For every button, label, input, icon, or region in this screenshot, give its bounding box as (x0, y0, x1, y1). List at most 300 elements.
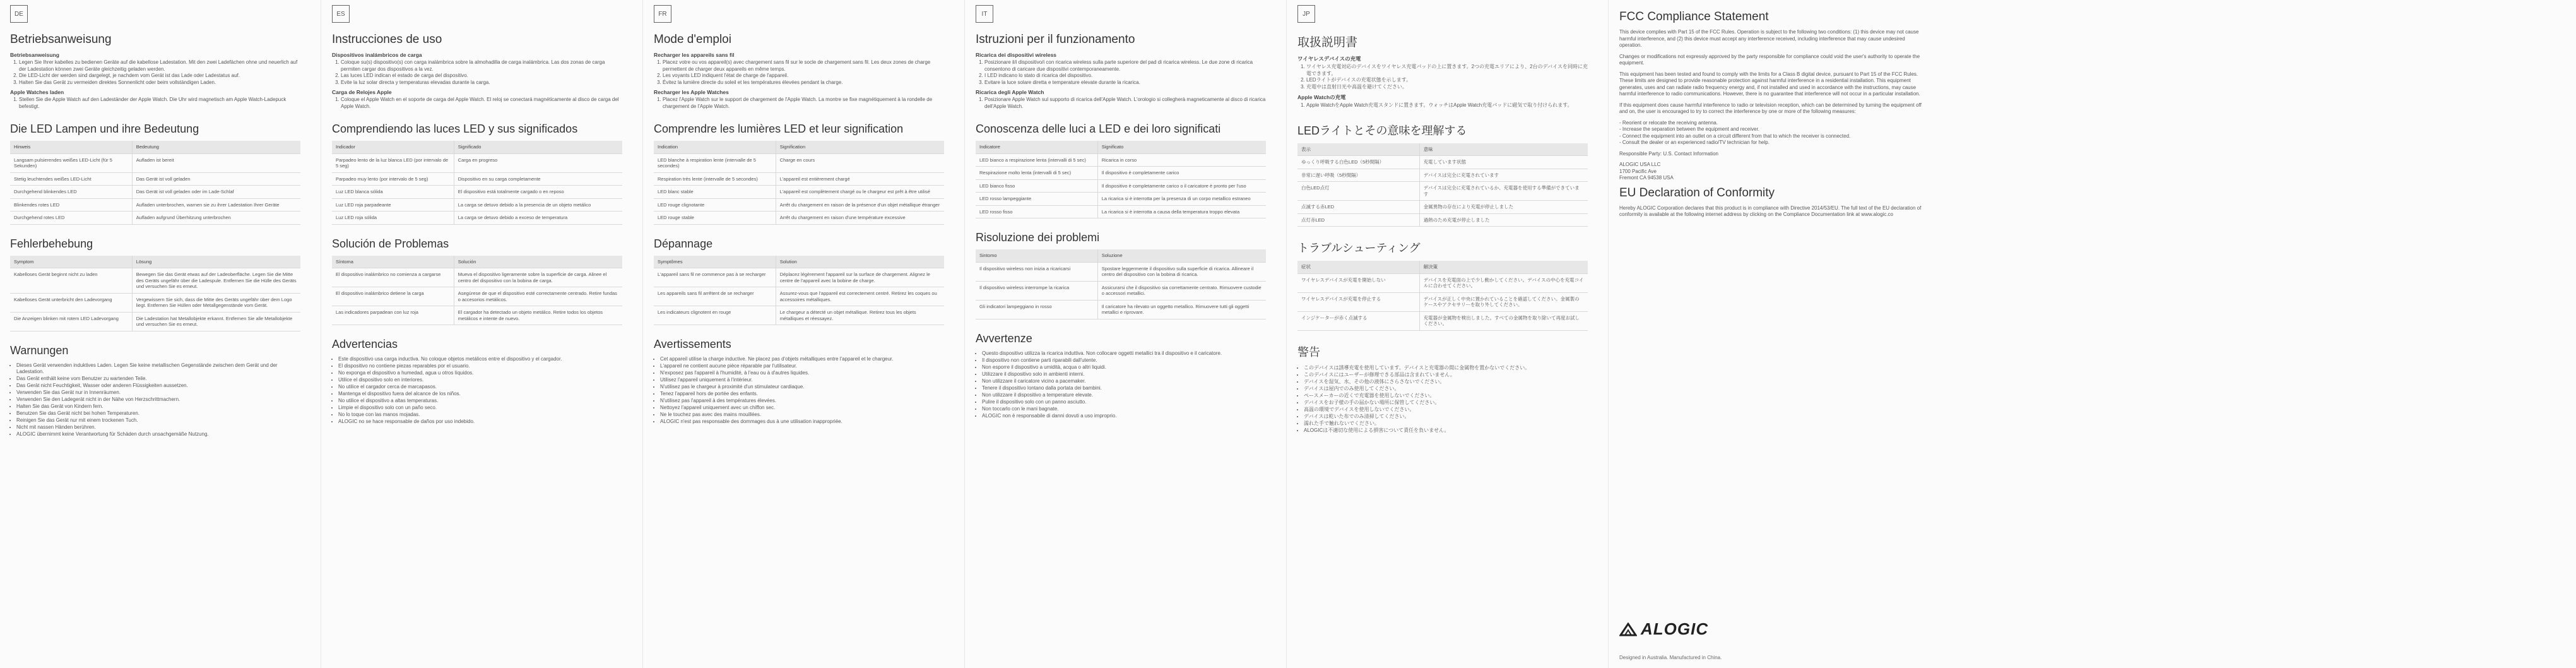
warnings-list (10, 362, 300, 438)
fcc-paragraph: ALOGIC USA LLC 1700 Pacific Ave Fremont CA 94538 USA (1619, 162, 1674, 181)
table-cell: ワイヤレスデバイスが充電を停止する (1297, 292, 1419, 311)
warning-item: • No exponga el dispositivo a humedad, agua u otros líquidos. (338, 370, 622, 377)
column-content (1297, 29, 1588, 436)
table-row (10, 186, 300, 199)
warnings-list (1297, 365, 1588, 434)
warning-item: • ALOGIC n'est pas responsable des dommages dus à une utilisation inappropriée. (660, 419, 944, 426)
column-divider (642, 0, 643, 668)
table-header-cell: Significado (454, 141, 622, 153)
table-cell: 非常に遅い呼吸（5秒間隔） (1297, 169, 1419, 182)
led-section-title: Conoscenza delle luci a LED e dei loro significati (976, 122, 1221, 135)
table-row (1297, 169, 1588, 182)
section-title: Instrucciones de uso (332, 33, 442, 46)
warning-item: • Mantenga el dispositivo fuera del alcance de los niños. (338, 391, 622, 398)
instruction-list (976, 59, 1266, 86)
table-header-cell: Signification (776, 141, 944, 153)
table-cell: 点滅する赤LED (1297, 201, 1419, 214)
subheading: Dispositivos inalámbricos de carga (332, 52, 422, 58)
warning-item: • 濡れた手で触れないでください。 (1304, 420, 1588, 427)
table-cell: El dispositivo está totalmente cargado o en reposo (454, 186, 622, 199)
warning-item: • N'utilisez pas l'appareil à des températures élevées. (660, 398, 944, 405)
table-header-cell: 意味 (1419, 143, 1588, 156)
fcc-paragraph: Responsible Party: U.S. Contact Information (1619, 150, 1718, 157)
table-cell: Ricarica in corso (1097, 153, 1266, 167)
table-cell: Les indicateurs clignotent en rouge (654, 306, 776, 325)
eu-paragraph: Hereby ALOGIC Corporation declares that this product is in compliance with Directive 2014/53/EU. The full text of the EU declaration of conformity is available at the following internet address by clicking on the Compliance Documentation link at www.alogic.co (1619, 205, 1922, 217)
table-cell: 過熱のため充電が停止しました (1419, 213, 1588, 227)
table-row (1297, 213, 1588, 227)
warning-item: • No lo toque con las manos mojadas. (338, 412, 622, 419)
table-row (332, 306, 622, 325)
table-cell: LED rouge clignotante (654, 198, 776, 212)
table-cell: Dispositivo en su carga completamente (454, 172, 622, 186)
column-divider (1608, 0, 1609, 668)
warning-item: • No utilice el dispositivo a altas temperaturas. (338, 398, 622, 405)
warning-item: • Pulire il dispositivo solo con un panno asciutto. (982, 399, 1266, 406)
table-header-row (1297, 261, 1588, 273)
table-cell: LED rouge stable (654, 212, 776, 225)
table-row (976, 179, 1266, 193)
table-cell: Das Gerät ist voll geladen (132, 172, 300, 186)
table-row (332, 287, 622, 306)
warning-item: • Non esporre il dispositivo a umidità, acqua o altri liquidi. (982, 364, 1266, 371)
instruction-item: 1. Stellen Sie die Apple Watch auf den Ladeständer der Apple Watch. Die Uhr wird magnetisch am Apple Watch-Ladepuck befestigt. (19, 97, 300, 110)
warning-item: • Ne le touchez pas avec des mains mouillées. (660, 412, 944, 419)
table-row (654, 186, 944, 199)
table-header-cell: 症状 (1297, 261, 1419, 273)
table-cell: デバイスは完全に充電されているか、充電器を使用する準備ができています (1419, 182, 1588, 201)
table-cell: Die Ladestation hat Metallobjekte erkannt. Entfernen Sie alle Metallobjekte und versuchen Sie es erneut. (132, 312, 300, 331)
troubleshooting-title: Fehlerbehebung (10, 237, 93, 250)
table-cell: La ricarica si è interrotta a causa della temperatura troppo elevata (1097, 205, 1266, 218)
warnings-title: 警告 (1297, 345, 1320, 359)
table-row (1297, 273, 1588, 292)
table-cell: Durchgehend rotes LED (10, 212, 132, 225)
subheading: Betriebsanweisung (10, 52, 59, 58)
instruction-list (654, 97, 944, 110)
table-cell: Déplacez légèrement l'appareil sur la surface de chargement. Alignez le centre de l'appareil avec la bobine de charge. (776, 268, 944, 287)
table-cell: Il dispositivo wireless interrompe la ricarica (976, 281, 1097, 300)
table-header-cell: Indicatore (976, 141, 1097, 153)
warning-item: • デバイスをお子様の手の届かない場所に保管してください。 (1304, 400, 1588, 407)
table-row (10, 312, 300, 331)
subheading: Apple Watchの充電 (1297, 94, 1346, 100)
table-header-cell: 表示 (1297, 143, 1419, 156)
instruction-list (1297, 64, 1588, 90)
table-cell: Langsam pulsierendes weißes LED-Licht (für 5 Sekunden) (10, 153, 132, 172)
table-cell: Las indicadores parpadean con luz roja (332, 306, 454, 325)
table-row (10, 198, 300, 212)
subheading: Ricarica dei dispositivi wireless (976, 52, 1057, 58)
table-cell: Arrêt du chargement en raison d'une température excessive (776, 212, 944, 225)
instruction-item: 1. Coloque el Apple Watch en el soporte de carga del Apple Watch. El reloj se conectará magnéticamente al disco de carga del Apple Watch. (341, 97, 622, 110)
warning-item: • Cet appareil utilise la charge inductive. Ne placez pas d'objets métalliques entre l'appareil et le chargeur. (660, 356, 944, 363)
warning-item: • Questo dispositivo utilizza la ricarica induttiva. Non collocare oggetti metallici tra il dispositivo e il caricatore. (982, 350, 1266, 357)
fcc-title: FCC Compliance Statement (1619, 10, 1769, 23)
warnings-title: Warnungen (10, 343, 69, 357)
led-table (10, 141, 300, 225)
language-column (332, 0, 635, 668)
table-cell: 点灯赤LED (1297, 213, 1419, 227)
troubleshooting-title: Dépannage (654, 237, 713, 250)
table-cell: El cargador ha detectado un objeto metálico. Retire todos los objetos metálicos e intente de nuevo. (454, 306, 622, 325)
table-row (1297, 311, 1588, 330)
table-cell: Arrêt du chargement en raison de la présence d'un objet métallique étranger (776, 198, 944, 212)
led-table (976, 141, 1266, 218)
table-row (654, 153, 944, 172)
warnings-block (976, 350, 1266, 420)
table-cell: El dispositivo inalámbrico no comienza a cargarse (332, 268, 454, 287)
warnings-list (332, 356, 622, 426)
table-row (654, 268, 944, 287)
column-divider (964, 0, 965, 668)
warning-item: • Limpie el dispositivo solo con un paño seco. (338, 405, 622, 412)
table-row (1297, 182, 1588, 201)
table-header-cell: Lösung (132, 256, 300, 268)
table-cell: Gli indicatori lampeggiano in rosso (976, 300, 1097, 319)
table-row (654, 306, 944, 325)
table-header-cell: Symptom (10, 256, 132, 268)
instruction-list (10, 59, 300, 86)
table-cell: L'appareil est complètement chargé ou le chargeur est prêt à être utilisé (776, 186, 944, 199)
section-title: Istruzioni per il funzionamento (976, 33, 1135, 46)
troubleshooting-table (654, 256, 944, 326)
instruction-list (976, 97, 1266, 110)
instruction-item: 3. Évitez la lumière directe du soleil et les températures élevées pendant la charge. (663, 80, 944, 86)
warnings-list (654, 356, 944, 426)
table-header-row (654, 256, 944, 268)
table-row (332, 172, 622, 186)
table-header-cell: Sintomo (976, 249, 1097, 262)
table-cell: Kabelloses Gerät beginnt nicht zu laden (10, 268, 132, 294)
instruction-item: 2. Die LED-Licht der werden sind dargelegt, je nachdem vom Gerät ist das Lade oder Ladestatus auf. (19, 73, 300, 80)
table-header-cell: Hinweis (10, 141, 132, 153)
warning-item: • Utilisez l'appareil uniquement à l'intérieur. (660, 377, 944, 384)
table-cell: Respiration très lente (intervalle de 5 secondes) (654, 172, 776, 186)
fcc-paragraph: This device complies with Part 15 of the FCC Rules. Operation is subject to the following two conditions: (1) this device may not cause harmful interference, and (2) this device must accept any interference received, including interference that may cause undesired operation. (1619, 29, 1919, 48)
instruction-list (332, 97, 622, 110)
instruction-list (654, 59, 944, 86)
logo-wordmark: ALOGIC (1641, 619, 1709, 638)
table-cell: Il dispositivo è completamente carico o il caricatore è pronto per l'uso (1097, 179, 1266, 193)
warning-item: • Das Gerät nicht Feuchtigkeit, Wasser oder anderen Flüssigkeiten aussetzen. (16, 383, 300, 390)
warning-item: • Non utilizzare il dispositivo a temperature elevate. (982, 392, 1266, 399)
alogic-logo (1619, 619, 1708, 639)
table-cell: La carga se detuvo debido a exceso de temperatura (454, 212, 622, 225)
table-header-cell: Solución (454, 256, 622, 268)
table-header-cell: Indicador (332, 141, 454, 153)
fcc-paragraph: If this equipment does cause harmful interference to radio or television reception, which can be determined by turning the equipment off and on, the user is encouraged to try to correct the interference by one or more of the following measures: (1619, 102, 1922, 114)
table-cell: Das Gerät ist voll geladen oder im Lade-Schlaf (132, 186, 300, 199)
table-row (654, 172, 944, 186)
warnings-title: Advertencias (332, 338, 398, 350)
instruction-item: 2. I LED indicano lo stato di ricarica del dispositivo. (984, 73, 1266, 80)
column-content (654, 29, 944, 428)
instruction-item: 1. Placez l'Apple Watch sur le support de chargement de l'Apple Watch. La montre se fixe magnétiquement à la rondelle de chargement de l'Apple Watch. (663, 97, 944, 110)
table-cell: Il caricatore ha rilevato un oggetto metallico. Rimuovere tutti gli oggetti metallici e riprovare. (1097, 300, 1266, 319)
warning-item: • N'exposez pas l'appareil à l'humidité, à l'eau ou à d'autres liquides. (660, 370, 944, 377)
section-title: 取扱説明書 (1297, 36, 1358, 49)
table-cell: Respirazione molto lenta (intervalli di 5 sec) (976, 167, 1097, 180)
table-cell: Luz LED roja parpadeante (332, 198, 454, 212)
instruction-item: 2. LEDライトがデバイスの充電状態を示します。 (1306, 77, 1588, 84)
table-header-row (976, 249, 1266, 262)
table-cell: LED bianco a respirazione lenta (intervalli di 5 sec) (976, 153, 1097, 167)
table-header-cell: Síntoma (332, 256, 454, 268)
instruction-item: 3. Halten Sie das Gerät zu vermeiden direktes Sonnenlicht oder beim vollständigen Laden. (19, 80, 300, 86)
warning-item: • Dieses Gerät verwenden induktives Laden. Legen Sie keine metallischen Gegenstände zwischen dem Gerät und der Ladestation. (16, 362, 300, 376)
table-header-cell: Symptômes (654, 256, 776, 268)
instruction-item: 1. ワイヤレス充電対応のデバイスをワイヤレス充電パッドの上に置きます。2つの充電エリアにより、2台のデバイスを同時に充電できます。 (1306, 64, 1588, 77)
subheading: Recharger les appareils sans fil (654, 52, 735, 58)
table-cell: Charge en cours (776, 153, 944, 172)
warning-item: • L'appareil ne contient aucune pièce réparable par l'utilisateur. (660, 363, 944, 370)
warning-item: • Das Gerät enthält keine vom Benutzer zu wartenden Teile. (16, 376, 300, 383)
table-row (1297, 292, 1588, 311)
table-row (332, 268, 622, 287)
warning-item: • Non toccarlo con le mani bagnate. (982, 406, 1266, 413)
led-section-title: Comprendre les lumières LED et leur signification (654, 122, 904, 135)
warning-item: • No utilice el cargador cerca de marcapasos. (338, 384, 622, 391)
table-cell: Aufladen ist bereit (132, 153, 300, 172)
table-cell: El dispositivo inalámbrico detiene la carga (332, 287, 454, 306)
table-row (332, 186, 622, 199)
language-column (976, 0, 1279, 668)
subheading: Apple Watches laden (10, 89, 64, 95)
table-header-row (1297, 143, 1588, 156)
warning-item: • このデバイスにはユーザーが修理できる部品は含まれていません。 (1304, 372, 1588, 379)
warning-item: • Halten Sie das Gerät von Kindern fern. (16, 403, 300, 410)
table-row (654, 212, 944, 225)
warnings-title: Avertissements (654, 338, 731, 350)
troubleshooting-title: トラブルシューティング (1297, 242, 1421, 254)
table-row (654, 287, 944, 306)
table-cell: LED blanc stable (654, 186, 776, 199)
table-row (1297, 201, 1588, 214)
table-header-row (654, 141, 944, 153)
table-cell: Luz LED blanca sólida (332, 186, 454, 199)
table-cell: Carga en progreso (454, 153, 622, 172)
warnings-block (654, 356, 944, 426)
warning-item: • Benutzen Sie das Gerät nicht bei hohen Temperaturen. (16, 410, 300, 417)
instruction-item: 1. Posizionare Apple Watch sul supporto di ricarica dell'Apple Watch. L'orologio si collegherà magneticamente al disco di ricarica dell'Apple Watch. (984, 97, 1266, 110)
table-cell: Les appareils sans fil arrêtent de se recharger (654, 287, 776, 306)
table-cell: Aufladen unterbrochen, warnen sie zu ihrer Ladestation Ihrer Geräte (132, 198, 300, 212)
led-section-title: LEDライトとその意味を理解する (1297, 124, 1467, 137)
warning-item: • Utilizzare il dispositivo solo in ambienti interni. (982, 371, 1266, 378)
compliance-content (1619, 6, 1922, 223)
fcc-paragraph: - Reorient or relocate the receiving antenna. - Increase the separation between the equipment and receiver. - Connect the equipment into an outlet on a circuit different from that to which the receiver is connected. - Consult the dealer or an experienced radio/TV technician for help. (1619, 119, 1851, 145)
warning-item: • デバイスは屋内でのみ使用してください。 (1304, 386, 1588, 393)
table-cell: Mueva el dispositivo ligeramente sobre la superficie de carga. Alinee el centro del dispositivo con la bobina de carga. (454, 268, 622, 287)
table-row (10, 268, 300, 294)
warning-item: • Verwenden Sie den Ladegerät nicht in der Nähe von Herzschrittmachern. (16, 397, 300, 403)
table-row (332, 153, 622, 172)
table-cell: La carga se detuvo debido a la presencia de un objeto metálico (454, 198, 622, 212)
warning-item: • このデバイスは誘導充電を使用しています。デバイスと充電器の間に金属物を置かないでください。 (1304, 365, 1588, 372)
table-cell: Luz LED roja sólida (332, 212, 454, 225)
table-row (976, 281, 1266, 300)
warning-item: • ALOGIC non è responsabile di danni dovuti a uso improprio. (982, 413, 1266, 420)
column-content (332, 29, 622, 428)
table-row (654, 198, 944, 212)
warning-item: • Verwenden Sie das Gerät nur in Innenräumen. (16, 390, 300, 397)
subheading: Recharger les Apple Watches (654, 89, 729, 95)
troubleshooting-title: Solución de Problemas (332, 237, 449, 250)
troubleshooting-table (976, 249, 1266, 319)
warning-item: • Este dispositivo usa carga inductiva. No coloque objetos metálicos entre el dispositivo y el cargador. (338, 356, 622, 363)
instruction-item: 3. 充電中は直射日光や高温を避けてください。 (1306, 84, 1588, 91)
table-cell: デバイスが正しく中央に置かれていることを確認してください。金属製のケースやアクセサリーを取り外してください。 (1419, 292, 1588, 311)
instruction-item: 1. Coloque su(s) dispositivo(s) con carga inalámbrica sobre la almohadilla de carga inalámbrica. Las dos zonas de carga permiten cargar dos dispositivos a la vez. (341, 59, 622, 73)
table-cell: Parpadeo muy lento (por intervalo de 5 seg) (332, 172, 454, 186)
instruction-list (332, 59, 622, 86)
origin-note: Designed in Australia. Manufactured in China. (1619, 655, 1722, 660)
table-cell: Le chargeur a détecté un objet métallique. Retirez tous les objets métalliques et réessayez. (776, 306, 944, 325)
warning-item: • El dispositivo no contiene piezas reparables por el usuario. (338, 363, 622, 370)
table-cell: LED bianco fisso (976, 179, 1097, 193)
column-divider (1286, 0, 1287, 668)
warning-item: • デバイスを湿気、水、その他の液体にさらさないでください。 (1304, 379, 1588, 386)
table-cell: Bewegen Sie das Gerät etwas auf der Ladeoberfläche. Legen Sie die Mitte des Geräts ungefähr über die Ladespule. Entfernen Sie die Hülle des Geräts und versuchen Sie es erneut. (132, 268, 300, 294)
warning-item: • ALOGIC no se hace responsable de daños por uso indebido. (338, 419, 622, 426)
table-cell: ゆっくり呼吸する白色LED（5秒間隔） (1297, 156, 1419, 169)
table-row (10, 212, 300, 225)
table-cell: デバイスは完全に充電されています (1419, 169, 1588, 182)
table-cell: LED rosso fisso (976, 205, 1097, 218)
troubleshooting-table (1297, 261, 1588, 331)
instruction-list (10, 97, 300, 110)
table-cell: Stetig leuchtendes weißes LED-Licht (10, 172, 132, 186)
column-content (10, 29, 300, 441)
table-cell: デバイスを充電面の上で少し動かしてください。デバイスの中心を充電コイルに合わせてください。 (1419, 273, 1588, 292)
subheading: ワイヤレスデバイスの充電 (1297, 56, 1361, 62)
warning-item: • Tenere il dispositivo lontano dalla portata dei bambini. (982, 385, 1266, 392)
table-row (10, 153, 300, 172)
troubleshooting-table (10, 256, 300, 331)
table-cell: インジケーターが赤く点滅する (1297, 311, 1419, 330)
warnings-block (332, 356, 622, 426)
table-header-row (10, 256, 300, 268)
table-header-cell: Significato (1097, 141, 1266, 153)
table-header-cell: Indication (654, 141, 776, 153)
table-row (332, 212, 622, 225)
table-row (10, 172, 300, 186)
table-cell: ワイヤレスデバイスが充電を開始しない (1297, 273, 1419, 292)
table-row (976, 300, 1266, 319)
warning-item: • Non utilizzare il caricatore vicino a pacemaker. (982, 378, 1266, 385)
language-badge: IT (976, 5, 993, 23)
instruction-item: 3. Evitare la luce solare diretta e temperature elevate durante la ricarica. (984, 80, 1266, 86)
warning-item: • ALOGICは不適切な使用による損害について責任を負いません。 (1304, 427, 1588, 434)
table-cell: L'appareil sans fil ne commence pas à se recharger (654, 268, 776, 287)
language-badge: ES (332, 5, 350, 23)
warnings-title: Avvertenze (976, 331, 1032, 345)
instruction-list (1297, 102, 1588, 109)
warning-item: • N'utilisez pas le chargeur à proximité d'un stimulateur cardiaque. (660, 384, 944, 391)
table-cell: Il dispositivo wireless non inizia a ricaricarsi (976, 262, 1097, 281)
table-cell: 充電器が金属物を検出しました。すべての金属物を取り除いて再度お試しください。 (1419, 311, 1588, 330)
warning-item: • ALOGIC übernimmt keine Verantwortung für Schäden durch unsachgemäße Nutzung. (16, 431, 300, 438)
language-badge: DE (10, 5, 28, 23)
table-row (332, 198, 622, 212)
table-cell: Durchgehend blinkendes LED (10, 186, 132, 199)
warning-item: • Nettoyez l'appareil uniquement avec un chiffon sec. (660, 405, 944, 412)
table-row (1297, 156, 1588, 169)
language-badge: FR (654, 5, 671, 23)
warning-item: • Nicht mit nassen Händen berühren. (16, 424, 300, 431)
table-cell: Blinkendes rotes LED (10, 198, 132, 212)
table-header-cell: Bedeutung (132, 141, 300, 153)
language-column (1297, 0, 1600, 668)
led-table (654, 141, 944, 225)
table-header-cell: Solution (776, 256, 944, 268)
table-cell: Il dispositivo è completamente carico (1097, 167, 1266, 180)
table-cell: 白色LED点灯 (1297, 182, 1419, 201)
section-title: Betriebsanweisung (10, 33, 112, 46)
table-row (976, 167, 1266, 180)
fcc-paragraph: This equipment has been tested and found to comply with the limits for a Class B digital device, pursuant to Part 15 of the FCC Rules. These limits are designed to provide reasonable protection against harmful interference in a residential installation. This equipment generates, uses and can radiate radio frequency energy and, if not installed and used in accordance with the instructions, may cause harmful interference to radio communications. However, there is no guarantee that interference will not occur in a particular installation. (1619, 71, 1920, 97)
section-title: Mode d'emploi (654, 33, 731, 46)
troubleshooting-table (332, 256, 622, 326)
table-cell: Die Anzeigen blinken mit rotem LED Ladevorgang (10, 312, 132, 331)
instruction-item: 1. Apple WatchをApple Watch充電スタンドに置きます。ウォッチはApple Watch充電パッドに磁気で取り付けられます。 (1306, 102, 1588, 109)
warnings-block (10, 362, 300, 438)
warning-item: • Il dispositivo non contiene parti riparabili dall'utente. (982, 357, 1266, 364)
table-header-cell: 解決策 (1419, 261, 1588, 273)
warning-item: • ペースメーカーの近くで充電器を使用しないでください。 (1304, 393, 1588, 400)
table-header-row (332, 256, 622, 268)
table-cell: LED blanche à respiration lente (intervalle de 5 secondes) (654, 153, 776, 172)
led-section-title: Die LED Lampen und ihre Bedeutung (10, 122, 199, 135)
troubleshooting-title: Risoluzione dei problemi (976, 231, 1100, 244)
instruction-item: 2. Las luces LED indican el estado de carga del dispositivo. (341, 73, 622, 80)
language-badge: JP (1297, 5, 1315, 23)
table-cell: La ricarica si è interrotta per la presenza di un corpo metallico estraneo (1097, 193, 1266, 206)
table-cell: Spostare leggermente il dispositivo sulla superficie di ricarica. Allineare il centro del dispositivo con la bobina di ricarica. (1097, 262, 1266, 281)
instruction-item: 1. Placez votre ou vos appareil(s) avec chargement sans fil sur le socle de chargement sans fil. Les deux zones de charge permettent de charger deux appareils en même temps. (663, 59, 944, 73)
table-cell: L'appareil est entièrement chargé (776, 172, 944, 186)
table-cell: Assurez-vous que l'appareil est correctement centré. Retirez les coques ou accessoires métalliques. (776, 287, 944, 306)
table-cell: Assicurarsi che il dispositivo sia correttamente centrato. Rimuovere custodie o accessori metallici. (1097, 281, 1266, 300)
table-cell: LED rosso lampeggiante (976, 193, 1097, 206)
language-column (654, 0, 957, 668)
table-cell: Aufladen aufgrund Überhitzung unterbrochen (132, 212, 300, 225)
table-header-row (332, 141, 622, 153)
instruction-item: 3. Evite la luz solar directa y temperaturas elevadas durante la carga. (341, 80, 622, 86)
warning-item: • デバイスは乾いた布でのみ清掃してください。 (1304, 414, 1588, 420)
instruction-item: 1. Posizionare il/i dispositivo/i con ricarica wireless sulla parte superiore del pad di ricarica wireless. Le due zone di ricarica consentono di caricare due dispositivi contemporaneamente. (984, 59, 1266, 73)
warning-item: • Reinigen Sie das Gerät nur mit einem trockenen Tuch. (16, 417, 300, 424)
warnings-list (976, 350, 1266, 420)
warning-item: • 高温の環境でデバイスを使用しないでください。 (1304, 407, 1588, 414)
warnings-block (1297, 365, 1588, 434)
alogic-logo-mark-icon (1619, 623, 1637, 636)
table-row (10, 293, 300, 312)
instruction-item: 2. Les voyants LED indiquent l'état de charge de l'appareil. (663, 73, 944, 80)
language-column (10, 0, 313, 668)
led-section-title: Comprendiendo las luces LED y sus significados (332, 122, 578, 135)
column-content (976, 29, 1266, 422)
table-cell: Asegúrese de que el dispositivo esté correctamente centrado. Retire fundas o accesorios metálicos. (454, 287, 622, 306)
led-table (1297, 143, 1588, 227)
table-row (976, 205, 1266, 218)
instruction-item: 1. Legen Sie Ihrer kabelles zu bedienen Geräte auf die kabellose Ladestation. Mit den zwei Ladefächen ohne und neuerlich auf der Ladestation können zwei Geräte gleichzeitig geladen werden. (19, 59, 300, 73)
warning-item: • Tenez l'appareil hors de portée des enfants. (660, 391, 944, 398)
subheading: Ricarica degli Apple Watch (976, 89, 1044, 95)
table-cell: Vergewissern Sie sich, dass die Mitte des Geräts ungefähr über dem Logo liegt. Entfernen Sie Hüllen oder Metallgegenstände vom Gerät. (132, 293, 300, 312)
table-cell: 金属異物の存在により充電が停止しました (1419, 201, 1588, 214)
